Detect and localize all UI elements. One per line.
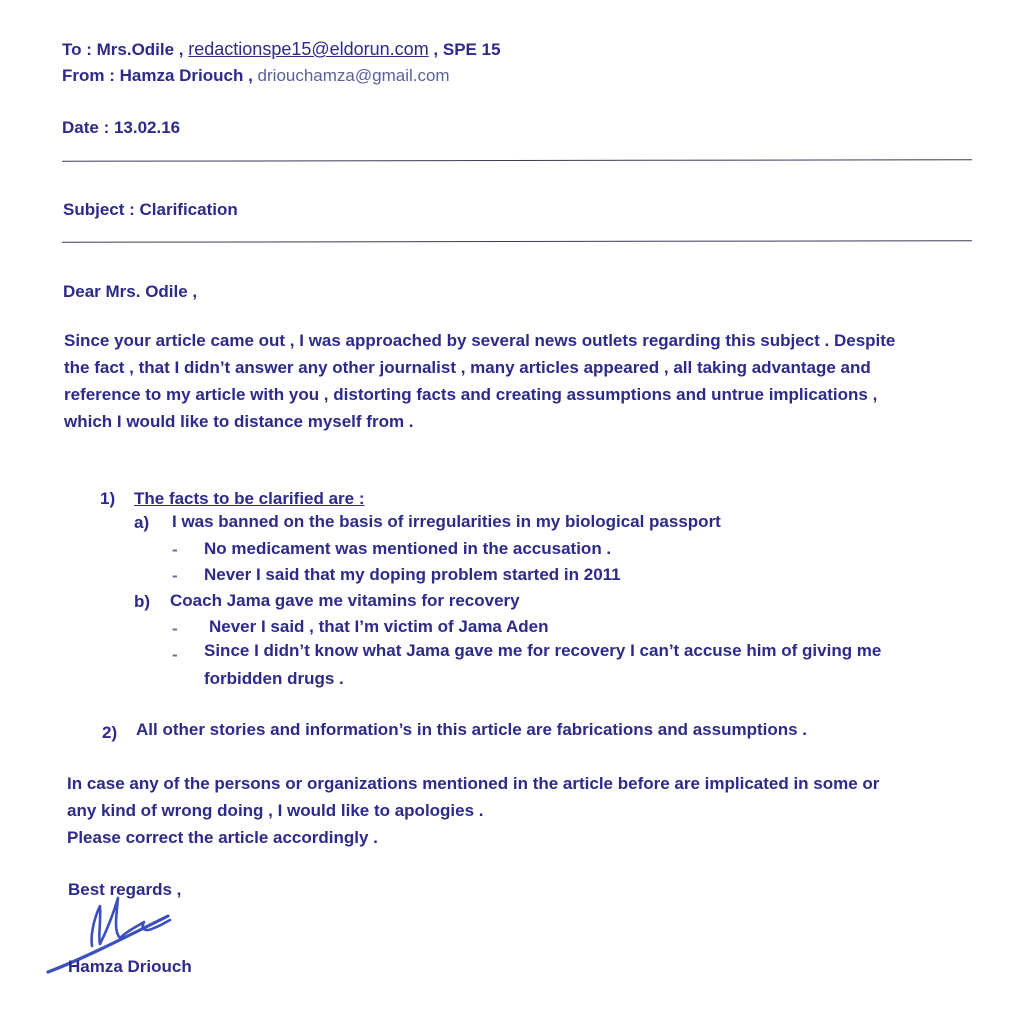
intro-line: Since your article came out , I was approached by several news outlets regarding this subject . Despite [64, 331, 896, 350]
from-label: From : Hamza Driouch , [62, 66, 253, 85]
closing-line: In case any of the persons or organizations mentioned in the article before are implicated in some or [67, 774, 880, 793]
dash-bullet: - [172, 540, 178, 559]
intro-line: the fact , that I didn’t answer any other journalist , many articles appeared , all taking advantage and [64, 358, 871, 377]
to-suffix: , SPE 15 [433, 40, 501, 59]
bullet-b-2-line-1: Since I didn’t know what Jama gave me for recovery I can’t accuse him of giving me [204, 641, 882, 660]
bullet-a-1: No medicament was mentioned in the accusation . [204, 539, 612, 558]
intro-line: which I would like to distance myself from . [64, 412, 414, 431]
bullet-b-2-line-2: forbidden drugs . [204, 669, 344, 688]
list-number-1: 1) [100, 489, 116, 508]
closing-line: Please correct the article accordingly . [67, 828, 378, 847]
sublist-label-b: b) [134, 592, 151, 611]
to-label: To : Mrs.Odile , [62, 40, 184, 59]
to-email-link[interactable]: redactionspe15@eldorun.com [188, 39, 429, 59]
dash-bullet: - [172, 566, 178, 585]
bullet-b-1: Never I said , that I’m victim of Jama Aden [209, 617, 549, 636]
sublist-item-b: Coach Jama gave me vitamins for recovery [170, 591, 520, 610]
from-line [62, 65, 450, 87]
sublist-label-a: a) [134, 513, 150, 532]
divider-top [62, 159, 972, 162]
intro-line: reference to my article with you , distorting facts and creating assumptions and untrue implications , [64, 385, 878, 404]
dash-bullet: - [172, 619, 178, 638]
list-item-1-heading: The facts to be clarified are : [134, 489, 365, 508]
closing-paragraph [67, 770, 879, 851]
signatory-name: Hamza Driouch [68, 957, 192, 976]
date-line: Date : 13.02.16 [62, 118, 181, 137]
bullet-a-2: Never I said that my doping problem started in 2011 [204, 565, 621, 584]
list-item-2: All other stories and information’s in this article are fabrications and assumptions . [136, 720, 808, 739]
subject-line: Subject : Clarification [63, 200, 238, 219]
divider-bottom [62, 240, 972, 243]
dash-bullet: - [172, 645, 178, 664]
list-number-2: 2) [102, 723, 118, 742]
closing-line: any kind of wrong doing , I would like to apologies . [67, 801, 484, 820]
sign-off: Best regards , [68, 880, 182, 899]
from-email: driouchamza@gmail.com [257, 66, 450, 85]
salutation: Dear Mrs. Odile , [63, 282, 198, 301]
sublist-item-a: I was banned on the basis of irregularities in my biological passport [172, 512, 721, 531]
intro-paragraph [64, 327, 895, 435]
to-line [62, 38, 501, 61]
